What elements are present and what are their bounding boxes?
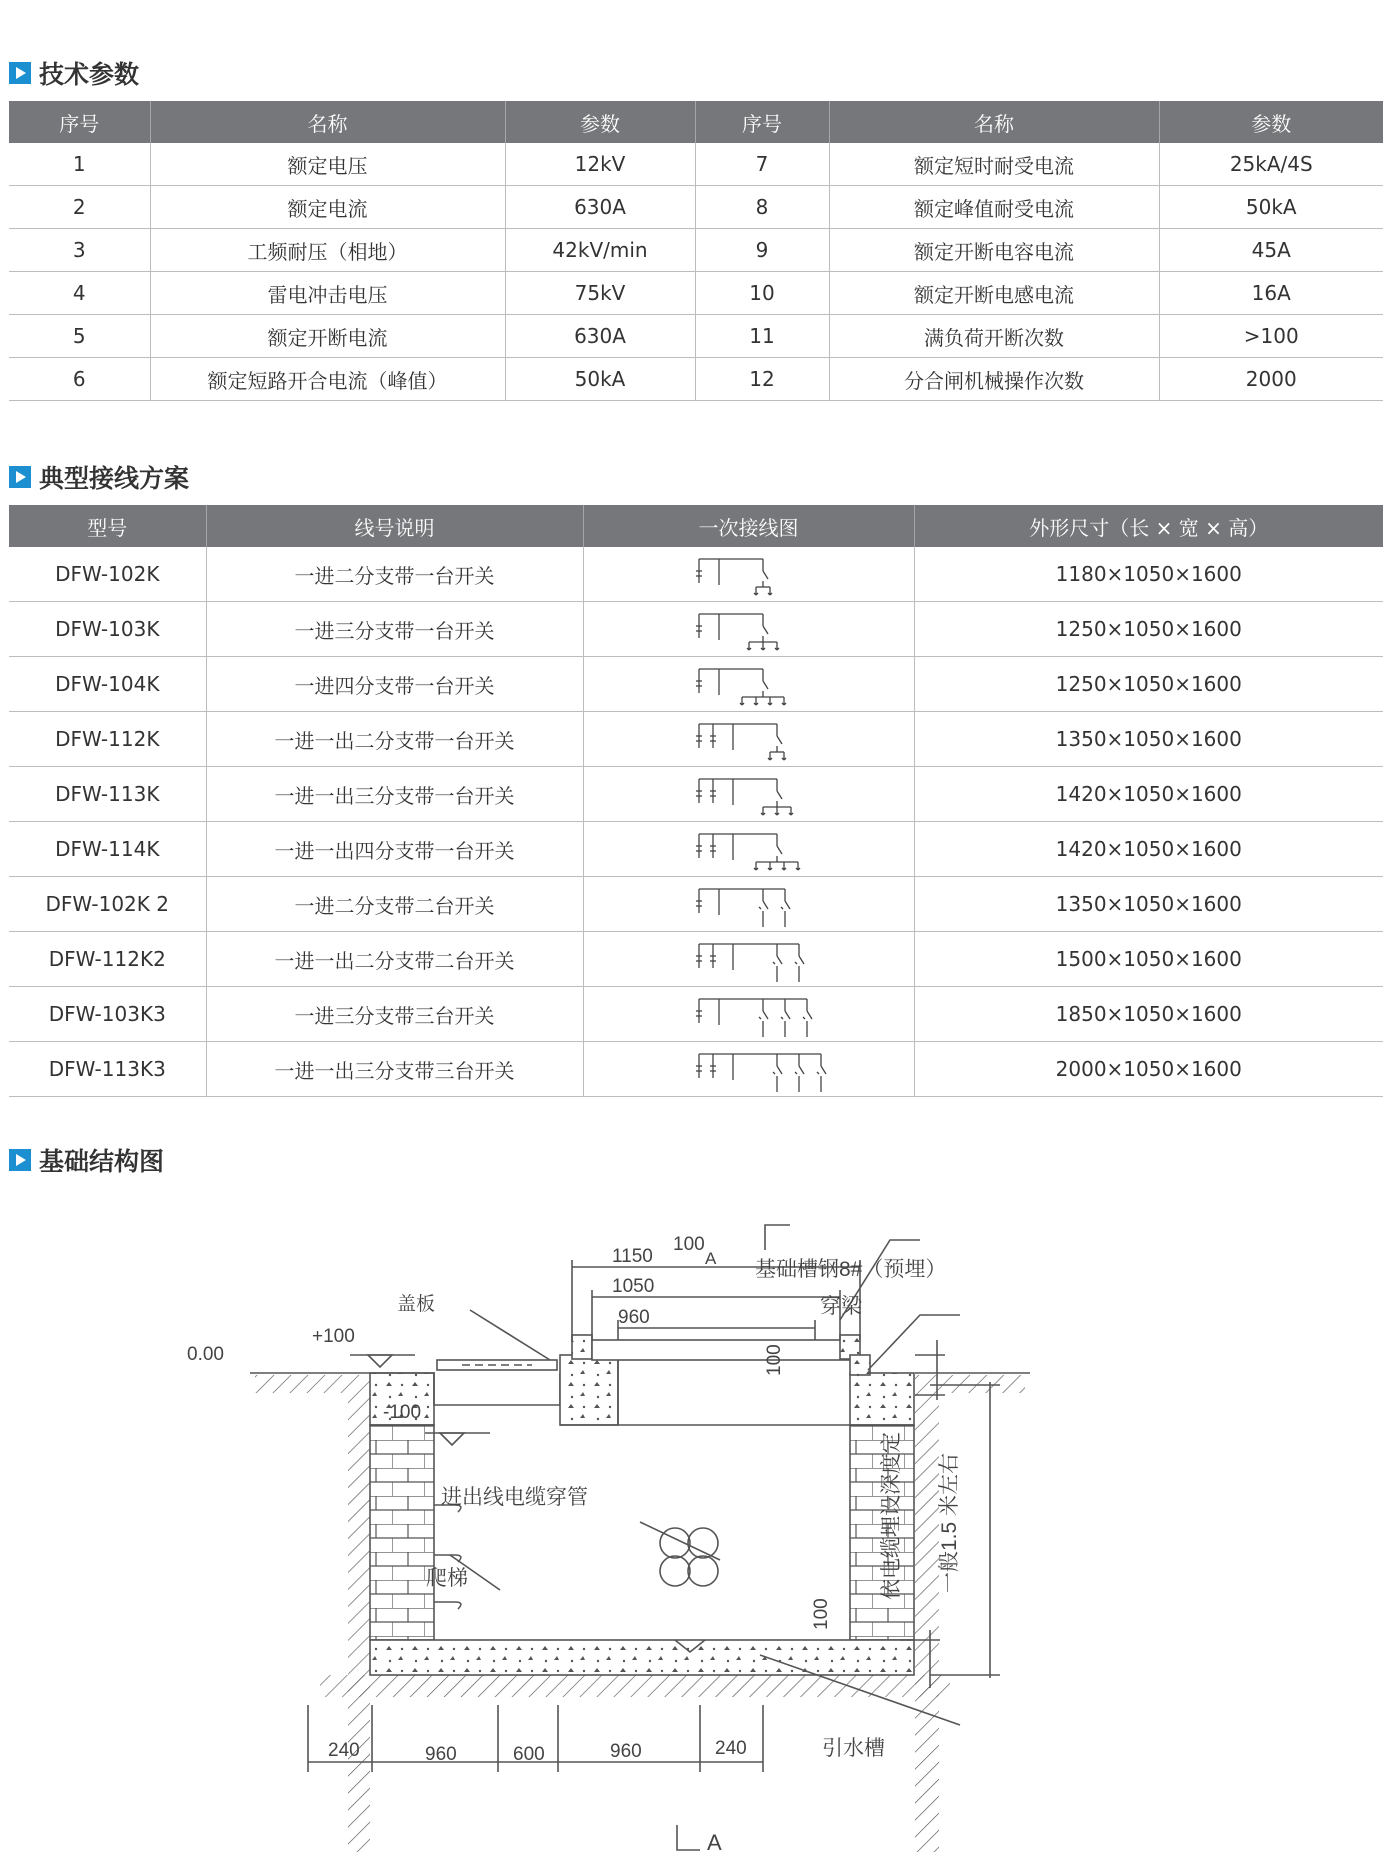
label-cable-pipe: 进出线电缆穿管 [441,1486,588,1509]
table-row [9,186,1383,229]
table-cell: 25kA/4S [1159,143,1383,186]
label-depth: 依电缆埋设深度定 [880,1432,903,1600]
section-letter-bottom: A [707,1830,722,1852]
table-row [9,767,1383,822]
wiring-schematic-icon [679,661,819,707]
table-row [9,987,1383,1042]
bottom-dim: 960 [425,1744,457,1765]
table-cell: DFW-113K3 [9,1042,206,1097]
table-row [9,272,1383,315]
table-cell: 额定短时耐受电流 [829,143,1159,186]
table-cell: 4 [9,272,150,315]
table-cell: DFW-104K [9,657,206,712]
table-cell: 1500×1050×1600 [914,932,1383,987]
table-cell: 一进三分支带一台开关 [206,602,583,657]
label-cover-plate: 盖板 [397,1294,436,1315]
table-cell: >100 [1159,315,1383,358]
table-cell: DFW-103K [9,602,206,657]
table-cell: 6 [9,358,150,401]
table-cell: 45A [1159,229,1383,272]
dim-960-top: 960 [618,1307,650,1328]
table-header-cell: 序号 [9,101,150,143]
table-header-cell: 序号 [695,101,829,143]
table-cell: 3 [9,229,150,272]
table-cell: 12 [695,358,829,401]
table-cell: 分合闸机械操作次数 [829,358,1159,401]
table-cell: 1420×1050×1600 [914,822,1383,877]
table-cell: 2000 [1159,358,1383,401]
section-letter-top: A [705,1249,717,1268]
wiring-scheme-table [9,505,1383,1097]
table-cell: DFW-102K 2 [9,877,206,932]
table-row [9,229,1383,272]
wiring-schematic-icon [679,936,819,982]
wiring-diagram-cell [583,987,914,1042]
table-cell: 7 [695,143,829,186]
table-row [9,602,1383,657]
wiring-diagram-cell [583,877,914,932]
wiring-schematic-icon [679,881,819,927]
play-arrow-icon [9,62,31,84]
table-cell: 2 [9,186,150,229]
label-channel-steel: 基础槽钢8#（预埋） [755,1258,947,1281]
table-cell: 1420×1050×1600 [914,767,1383,822]
table-cell: DFW-103K3 [9,987,206,1042]
table-cell: 2000×1050×1600 [914,1042,1383,1097]
table-cell: 12kV [505,143,695,186]
table-cell: 1350×1050×1600 [914,712,1383,767]
wiring-schematic-icon [679,991,819,1037]
label-general: 一般1.5 米左右 [938,1452,961,1593]
wiring-diagram-cell [583,547,914,602]
wiring-diagram-cell [583,822,914,877]
table-cell: 1250×1050×1600 [914,602,1383,657]
foundation-structure-diagram [187,1160,1160,1852]
table-cell: 满负荷开断次数 [829,315,1159,358]
bottom-dim: 240 [328,1740,360,1761]
section-title-foundation: 基础结构图 [9,1145,164,1175]
table-cell: 1850×1050×1600 [914,987,1383,1042]
table-cell: 额定电流 [150,186,505,229]
table-cell: 9 [695,229,829,272]
table-row [9,358,1383,401]
table-cell: DFW-112K2 [9,932,206,987]
level-plus100: +100 [312,1326,355,1347]
table-header-cell: 参数 [505,101,695,143]
table-header-cell: 一次接线图 [583,505,914,547]
table-cell: 一进一出三分支带三台开关 [206,1042,583,1097]
wiring-diagram-cell [583,657,914,712]
bottom-dim: 600 [513,1744,545,1765]
table-cell: 50kA [505,358,695,401]
table-row [9,877,1383,932]
table-row [9,143,1383,186]
wiring-diagram-cell [583,932,914,987]
table-row [9,822,1383,877]
table-cell: 额定短路开合电流（峰值） [150,358,505,401]
table-row [9,547,1383,602]
section-title-wiring: 典型接线方案 [9,462,189,492]
table-cell: 1350×1050×1600 [914,877,1383,932]
section-title-tech-params: 技术参数 [9,58,139,88]
table-cell: 一进二分支带一台开关 [206,547,583,602]
level-minus100: -100 [383,1402,422,1423]
table-cell: 一进一出二分支带二台开关 [206,932,583,987]
table-cell: 5 [9,315,150,358]
wiring-diagram-cell [583,767,914,822]
table-cell: 1250×1050×1600 [914,657,1383,712]
dim-100-bottom: 100 [811,1598,832,1630]
section-mark-top: 100 [673,1234,705,1255]
table-cell: 1 [9,143,150,186]
table-header-cell: 参数 [1159,101,1383,143]
table-header-cell: 型号 [9,505,206,547]
table-cell: 630A [505,315,695,358]
table-cell: 工频耐压（相地） [150,229,505,272]
table-header-cell: 名称 [150,101,505,143]
table-cell: 42kV/min [505,229,695,272]
bottom-dim: 960 [610,1741,642,1762]
wiring-schematic-icon [679,771,819,817]
table-cell: 75kV [505,272,695,315]
dim-1150: 1150 [612,1246,653,1267]
table-row [9,932,1383,987]
play-arrow-icon [9,466,31,488]
wiring-diagram-cell [583,602,914,657]
table-header-cell: 线号说明 [206,505,583,547]
table-cell: 一进一出三分支带一台开关 [206,767,583,822]
bottom-dim: 240 [715,1738,747,1759]
dim-1050: 1050 [612,1276,655,1297]
table-cell: 一进一出二分支带一台开关 [206,712,583,767]
tech-params-table [9,101,1383,401]
table-cell: 额定开断电容电流 [829,229,1159,272]
table-header-cell: 名称 [829,101,1159,143]
table-cell: 50kA [1159,186,1383,229]
table-row [9,712,1383,767]
table-cell: 630A [505,186,695,229]
table-cell: 额定电压 [150,143,505,186]
wiring-diagram-cell [583,1042,914,1097]
play-arrow-icon [9,1149,31,1171]
table-cell: DFW-112K [9,712,206,767]
dim-100-right: 100 [764,1344,785,1376]
table-cell: 1180×1050×1600 [914,547,1383,602]
table-row [9,315,1383,358]
table-cell: 额定开断电感电流 [829,272,1159,315]
table-row [9,657,1383,712]
table-cell: DFW-113K [9,767,206,822]
wiring-schematic-icon [679,1046,819,1092]
wiring-schematic-icon [679,606,819,652]
table-cell: 额定开断电流 [150,315,505,358]
label-drain: 引水槽 [822,1737,885,1760]
table-cell: 10 [695,272,829,315]
table-cell: DFW-114K [9,822,206,877]
wiring-diagram-cell [583,712,914,767]
table-header-cell: 外形尺寸（长 × 宽 × 高） [914,505,1383,547]
wiring-schematic-icon [679,551,819,597]
table-cell: 额定峰值耐受电流 [829,186,1159,229]
table-cell: 一进三分支带三台开关 [206,987,583,1042]
table-cell: 16A [1159,272,1383,315]
wiring-schematic-icon [679,716,819,762]
table-row [9,1042,1383,1097]
label-beam: 穿梁 [820,1295,862,1318]
table-cell: 11 [695,315,829,358]
wiring-schematic-icon [679,826,819,872]
table-cell: 雷电冲击电压 [150,272,505,315]
label-ladder: 爬梯 [426,1567,468,1590]
table-cell: 一进四分支带一台开关 [206,657,583,712]
level-zero: 0.00 [187,1344,224,1365]
table-cell: 8 [695,186,829,229]
table-cell: DFW-102K [9,547,206,602]
table-cell: 一进二分支带二台开关 [206,877,583,932]
table-cell: 一进一出四分支带一台开关 [206,822,583,877]
